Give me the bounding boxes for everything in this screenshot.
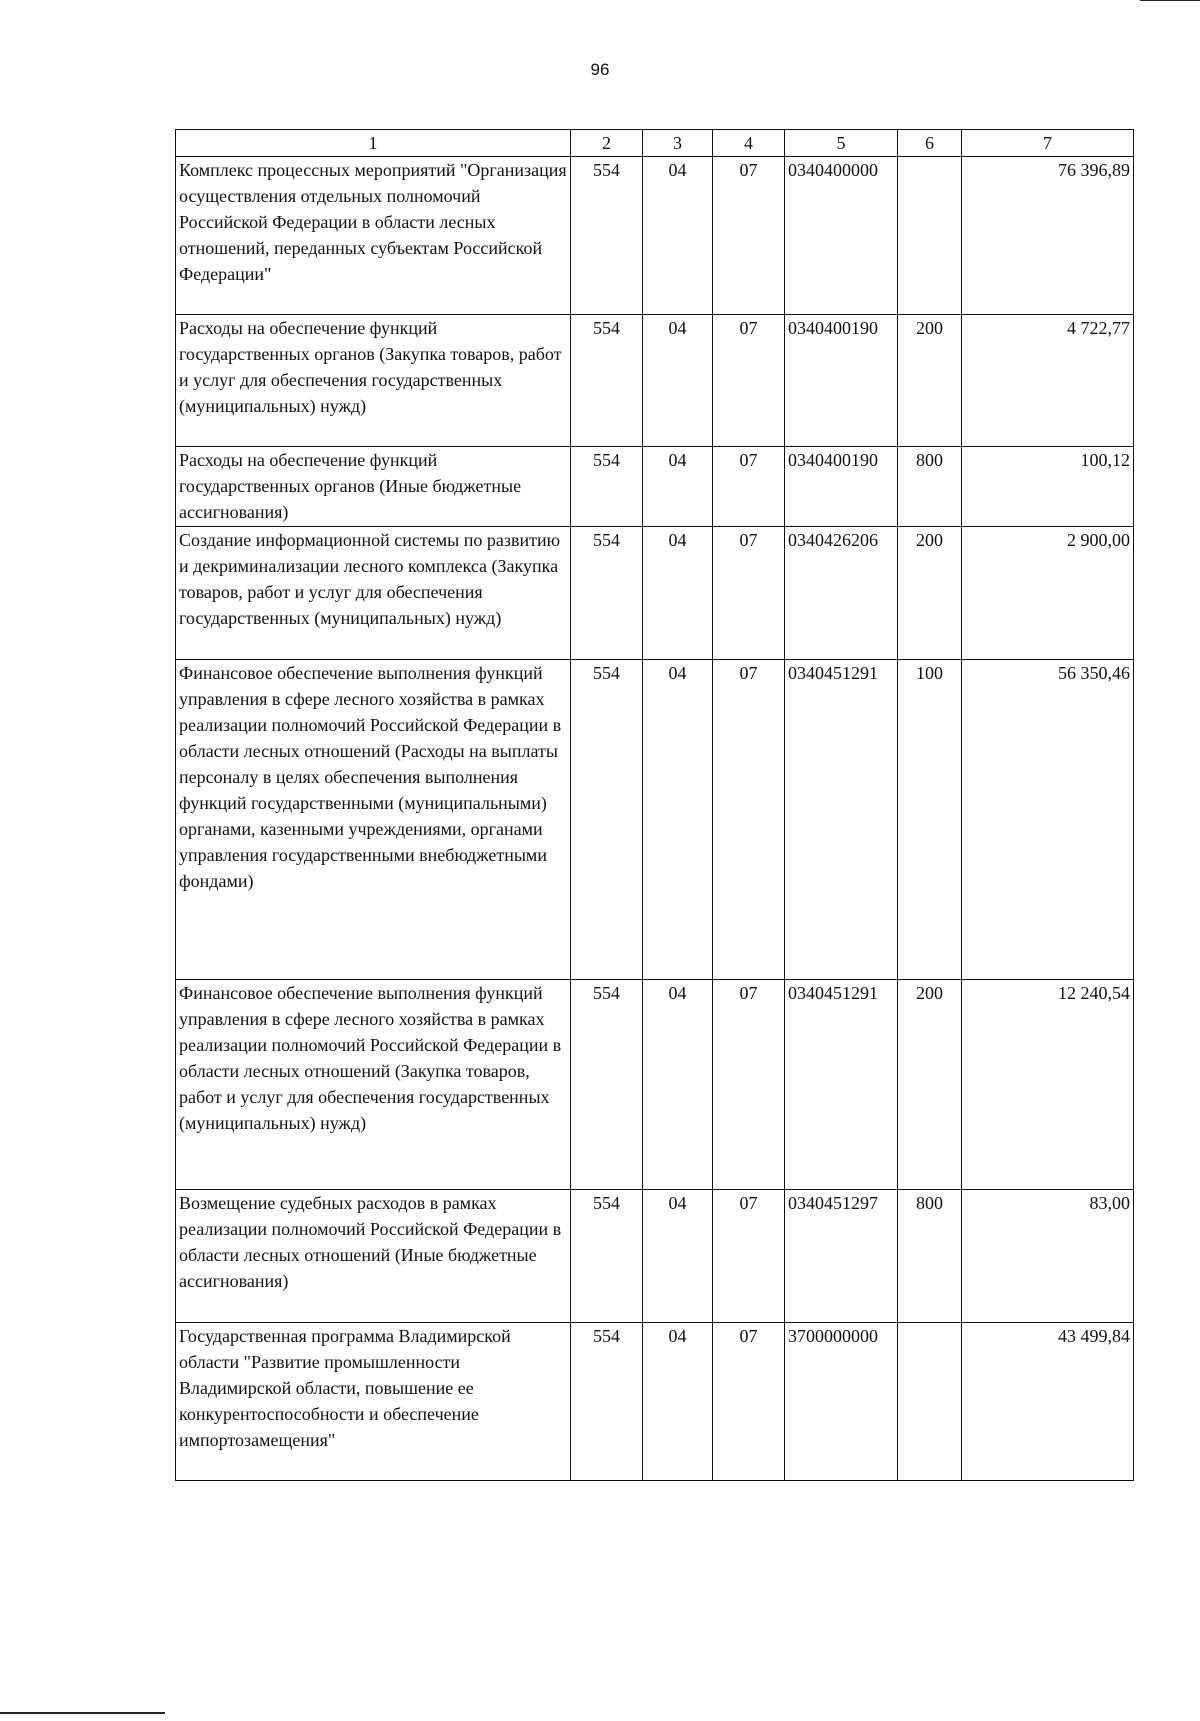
cell-section: 04 [643,660,713,980]
cell-section: 04 [643,980,713,1190]
cell-expense-type [898,1323,962,1481]
cell-target-code: 0340400190 [785,447,898,527]
cell-section: 04 [643,1323,713,1481]
table-row [176,1323,1134,1481]
cell-ministry: 554 [571,980,643,1190]
cell-amount: 76 396,89 [962,157,1134,315]
cell-target-code: 3700000000 [785,1323,898,1481]
cell-target-code: 0340426206 [785,527,898,660]
table-row [176,527,1134,660]
cell-subsection: 07 [713,447,785,527]
table-row [176,980,1134,1190]
row-name: Расходы на обеспечение функций государственных органов (Закупка товаров, работ и услуг для обеспечения государственных (муниципальных) нужд) [176,315,571,447]
cell-target-code: 0340400000 [785,157,898,315]
cell-section: 04 [643,1190,713,1323]
cell-subsection: 07 [713,1190,785,1323]
cell-expense-type: 200 [898,315,962,447]
cell-amount: 12 240,54 [962,980,1134,1190]
cell-amount: 43 499,84 [962,1323,1134,1481]
cell-expense-type: 800 [898,447,962,527]
cell-expense-type: 100 [898,660,962,980]
row-name: Расходы на обеспечение функций государственных органов (Иные бюджетные ассигнования) [176,447,571,527]
column-header: 4 [713,130,785,157]
cell-ministry: 554 [571,447,643,527]
row-name: Комплекс процессных мероприятий "Организация осуществления отдельных полномочий Российской Федерации в области лесных отношений, переданных субъектам Российской Федерации" [176,157,571,315]
cell-subsection: 07 [713,315,785,447]
cell-ministry: 554 [571,315,643,447]
cell-target-code: 0340400190 [785,315,898,447]
cell-subsection: 07 [713,157,785,315]
cell-ministry: 554 [571,1323,643,1481]
column-header: 6 [898,130,962,157]
cell-ministry: 554 [571,660,643,980]
column-header: 2 [571,130,643,157]
cell-amount: 4 722,77 [962,315,1134,447]
column-header: 5 [785,130,898,157]
table-row [176,447,1134,527]
column-header: 7 [962,130,1134,157]
column-header: 3 [643,130,713,157]
cell-subsection: 07 [713,1323,785,1481]
column-header: 1 [176,130,571,157]
row-name: Финансовое обеспечение выполнения функций управления в сфере лесного хозяйства в рамках реализации полномочий Российской Федерации в области лесных отношений (Закупка товаров, работ и услуг для обеспечения государственных (муниципальных) нужд) [176,980,571,1190]
cell-section: 04 [643,315,713,447]
table-header-row [176,130,1134,157]
cell-subsection: 07 [713,660,785,980]
cell-amount: 2 900,00 [962,527,1134,660]
cell-subsection: 07 [713,980,785,1190]
table-row [176,315,1134,447]
cell-ministry: 554 [571,1190,643,1323]
cell-target-code: 0340451291 [785,980,898,1190]
cell-subsection: 07 [713,527,785,660]
cell-target-code: 0340451291 [785,660,898,980]
cell-expense-type [898,157,962,315]
scan-edge-line-top [1140,0,1200,1]
cell-target-code: 0340451297 [785,1190,898,1323]
cell-section: 04 [643,157,713,315]
table-row [176,1190,1134,1323]
cell-expense-type: 200 [898,980,962,1190]
budget-table [175,129,1134,1481]
table-row [176,660,1134,980]
cell-amount: 83,00 [962,1190,1134,1323]
row-name: Финансовое обеспечение выполнения функций управления в сфере лесного хозяйства в рамках реализации полномочий Российской Федерации в области лесных отношений (Расходы на выплаты персоналу в целях обеспечения выполнения функций государственными (муниципальными) органами, казенными учреждениями, органами управления государственными внебюджетными фондами) [176,660,571,980]
row-name: Создание информационной системы по развитию и декриминализации лесного комплекса (Закупка товаров, работ и услуг для обеспечения государственных (муниципальных) нужд) [176,527,571,660]
cell-amount: 100,12 [962,447,1134,527]
cell-ministry: 554 [571,157,643,315]
page-number: 96 [590,60,610,79]
row-name: Государственная программа Владимирской области "Развитие промышленности Владимирской области, повышение ее конкурентоспособности и обеспечение импортозамещения" [176,1323,571,1481]
cell-expense-type: 800 [898,1190,962,1323]
row-name: Возмещение судебных расходов в рамках реализации полномочий Российской Федерации в области лесных отношений (Иные бюджетные ассигнования) [176,1190,571,1323]
cell-ministry: 554 [571,527,643,660]
cell-section: 04 [643,447,713,527]
cell-expense-type: 200 [898,527,962,660]
table-row [176,157,1134,315]
cell-section: 04 [643,527,713,660]
scan-edge-line-bottom [0,1712,165,1714]
cell-amount: 56 350,46 [962,660,1134,980]
